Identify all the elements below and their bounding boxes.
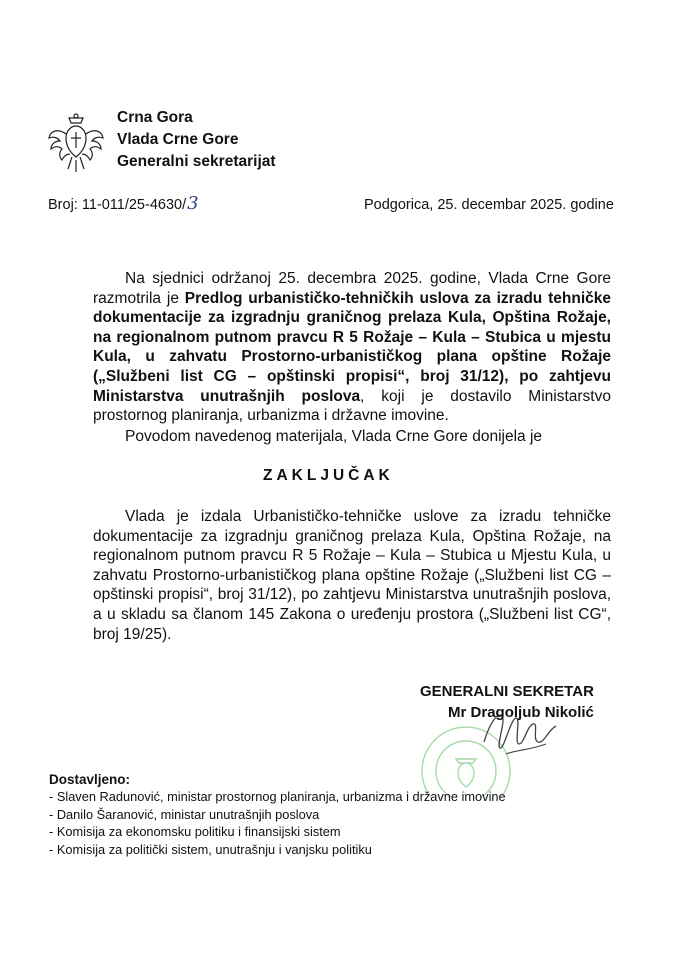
distribution-list <box>49 771 506 858</box>
reference-number <box>48 193 199 214</box>
coat-of-arms-icon <box>47 112 105 176</box>
list-item: - Danilo Šaranović, ministar unutrašnjih poslova <box>49 806 320 822</box>
distribution-heading: Dostavljeno: <box>49 772 131 787</box>
intro-paragraph <box>93 269 611 426</box>
list-item: - Komisija za ekonomsku politiku i finansijski sistem <box>49 824 341 840</box>
decision-line-text: Povodom navedenog materijala, Vlada Crne Gore donijela je <box>125 428 543 445</box>
header-government: Vlada Crne Gore <box>117 131 239 148</box>
reference-number-text: Broj: 11-011/25-4630/ <box>48 197 187 213</box>
signatory-name: Mr Dragoljub Nikolić <box>448 704 594 721</box>
document-title: ZAKLJUČAK <box>263 467 394 484</box>
conclusion-paragraph <box>93 507 611 644</box>
signatory-role: GENERALNI SEKRETAR <box>420 683 594 700</box>
decision-line <box>93 427 611 447</box>
issuer-header <box>117 107 276 173</box>
conclusion-text: Vlada je izdala Urbanističko-tehničke uslove za izradu tehničke dokumentacije za izgradnju graničnog prelaza Kula, Opština Rožaje, na regionalnom putnom pravcu R 5 Rožaje – Kula – Stubica u Mjestu Kula, u zahvatu Prostorno-urbanističkog plana opštine Rožaje („Službeni list CG – opštinski propisi“, broj 31/12), po zahtjevu Ministarstva unutrašnjih poslova, a u skladu sa članom 145 Zakona o uređenju prostora („Službeni list CG“, broj 19/25). <box>93 508 611 643</box>
header-country: Crna Gora <box>117 109 193 126</box>
list-item: - Slaven Radunović, ministar prostornog planiranja, urbanizma i državne imovine <box>49 789 506 805</box>
reference-handwritten-suffix: 3 <box>187 193 199 214</box>
intro-text-1: Na sjednici održanoj 25. decembra 2025. godine, Vlada Crne Gore razmotrila je <box>93 270 611 307</box>
header-secretariat: Generalni sekretarijat <box>117 153 276 170</box>
list-item: - Komisija za politički sistem, unutrašnju i vanjsku politiku <box>49 841 372 857</box>
intro-text-2: , koji je dostavilo Ministarstvo prostornog planiranja, urbanizma i državne imovine. <box>93 387 611 425</box>
document-date: Podgorica, 25. decembar 2025. godine <box>364 197 614 213</box>
intro-bold-text: Predlog urbanističko-tehničkih uslova za izradu tehničke dokumentacije za izgradnju graničnog prelaza Kula, Opština Rožaje, na regionalnom putnom pravcu R 5 Rožaje – Kula – Stubica u mjestu Kula, u zahvatu Prostorno-urbanističkog plana opštine Rožaje („Službeni list CG – opštinski propisi“, broj 31/12), po zahtjevu Ministarstva unutrašnjih poslova <box>93 289 611 405</box>
signature-block <box>420 681 594 723</box>
